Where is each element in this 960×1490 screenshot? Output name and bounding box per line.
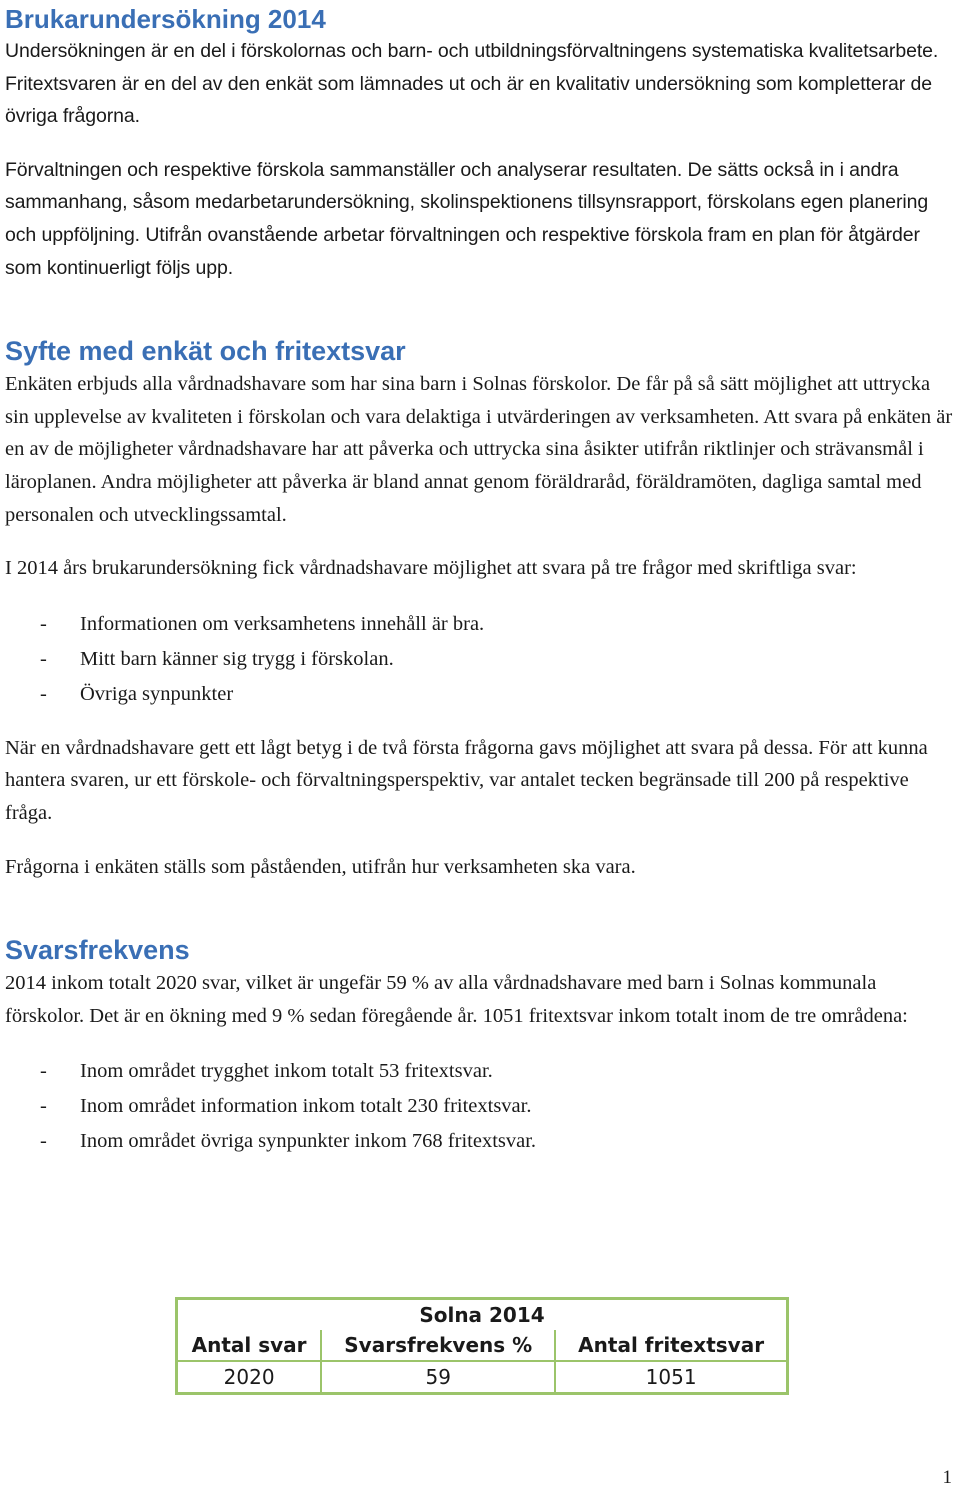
syfte-paragraph-2: I 2014 års brukarundersökning fick vårdnadshavare möjlighet att svara på tre frågor med skriftliga svar: xyxy=(5,557,857,580)
intro-paragraph-1: Undersökningen är en del i förskolornas och barn- och utbildningsförvaltningens systematiska kvalitetsarbete. Fritextsvaren är en del av den enkät som lämnades ut och är en kvalitativ undersökning som kompletterar de övriga frågorna. xyxy=(5,40,939,128)
list-item: - Inom området trygghet inkom totalt 53 fritextsvar. xyxy=(5,1054,957,1089)
questions-list xyxy=(5,607,957,712)
section-heading-svarsfrekvens: Svarsfrekvens xyxy=(5,935,190,966)
section-heading-syfte: Syfte med enkät och fritextsvar xyxy=(5,336,406,367)
document-page xyxy=(5,0,957,1159)
list-item: - Inom området övriga synpunkter inkom 768 fritextsvar. xyxy=(5,1124,957,1159)
intro-paragraph-2: Förvaltningen och respektive förskola sammanställer och analyserar resultaten. De sätts också in i andra sammanhang, såsom medarbetarundersökning, skolinspektionens tillsynsrapport, förskolans egen planering och uppföljning. Utifrån ovanstående arbetar förvaltningen och respektive förskola fram en plan för åtgärder som kontinuerligt följs upp. xyxy=(5,158,929,279)
column-header-antal-svar: Antal svar xyxy=(177,1330,322,1361)
table-cell: 59 xyxy=(321,1361,555,1394)
syfte-paragraph-3: När en vårdnadshavare gett ett lågt betyg i de två första frågorna gavs möjlighet att svara på dessa. För att kunna hantera svaren, ur ett förskole- och förvaltningsperspektiv, var antalet tecken begränsade till 200 på respektive fråga. xyxy=(5,736,928,824)
column-header-svarsfrekvens: Svarsfrekvens % xyxy=(321,1330,555,1361)
list-item: - Informationen om verksamhetens innehåll är bra. xyxy=(5,607,957,642)
column-header-antal-fritextsvar: Antal fritextsvar xyxy=(555,1330,787,1361)
document-title: Brukarundersökning 2014 xyxy=(5,4,326,34)
results-table xyxy=(175,1297,789,1395)
syfte-paragraph-1: Enkäten erbjuds alla vårdnadshavare som har sina barn i Solnas förskolor. De får på så sätt möjlighet att uttrycka sin upplevelse av kvaliteten i förskolan och vara delaktiga i utvärderingen av verksamheten. Att svara på enkäten är en av de möjligheter vårdnadshavare har att påverka och uttrycka sina åsikter utifrån riktlinjer och strävansmål i läroplanen. Andra möjligheter att påverka är bland annat genom föräldraråd, föräldramöten, dagliga samtal med personalen och utvecklingssamtal. xyxy=(5,373,953,526)
svarsfrekvens-paragraph: 2014 inkom totalt 2020 svar, vilket är ungefär 59 % av alla vårdnadshavare med barn i Solnas kommunala förskolor. Det är en ökning med 9 % sedan föregående år. 1051 fritextsvar inkom totalt inom de tre områdena: xyxy=(5,972,908,1027)
syfte-paragraph-4: Frågorna i enkäten ställs som påståenden, utifrån hur verksamheten ska vara. xyxy=(5,855,636,878)
page-number: 1 xyxy=(942,1467,952,1488)
areas-list xyxy=(5,1054,957,1159)
list-item: - Inom området information inkom totalt 230 fritextsvar. xyxy=(5,1089,957,1124)
table-title: Solna 2014 xyxy=(177,1299,788,1331)
list-item: - Övriga synpunkter xyxy=(5,677,957,712)
list-item: - Mitt barn känner sig trygg i förskolan. xyxy=(5,642,957,677)
table-cell: 1051 xyxy=(555,1361,787,1394)
table-cell: 2020 xyxy=(177,1361,322,1394)
table-row xyxy=(177,1361,788,1394)
